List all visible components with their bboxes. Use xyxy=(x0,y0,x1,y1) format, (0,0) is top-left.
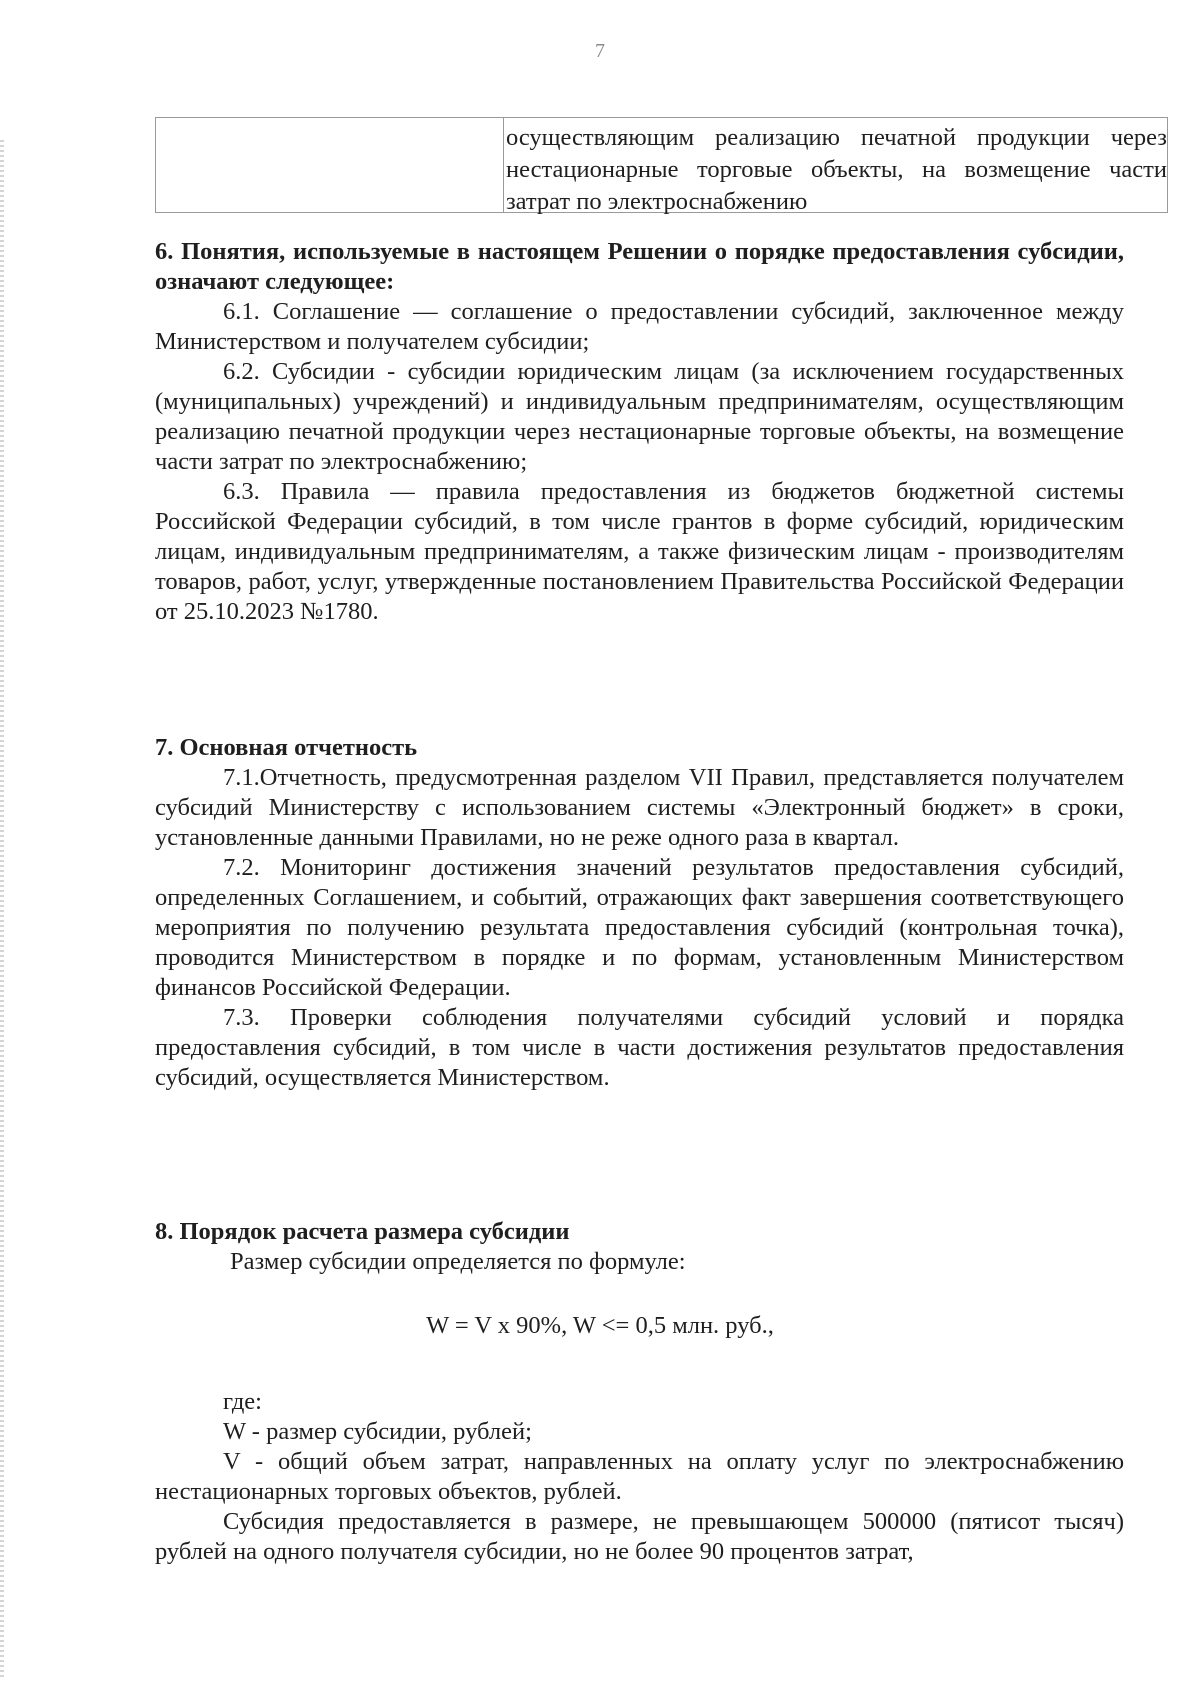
table-cell-left xyxy=(156,118,504,212)
paragraph-6-3: 6.3. Правила — правила предоставления из бюджетов бюджетной системы Российской Федерации субсидий, в том числе грантов в форме субсидий, юридическим лицам, индивидуальным предпринимателям, а также физическим лицам - производителям товаров, работ, услуг, утвержденные постановлением Правительства Российской Федерации от 25.10.2023 №1780. xyxy=(155,478,1124,625)
paragraph-6-2: 6.2. Субсидии - субсидии юридическим лицам (за исключением государственных (муниципальных) учреждений) и индивидуальным предпринимателям, осуществляющим реализацию печатной продукции через нестационарные торговые объекты, на возмещение части затрат по электроснабжению; xyxy=(155,358,1124,475)
definition-w: W - размер субсидии, рублей; xyxy=(223,1418,532,1445)
table-cell-right: осуществляющим реализацию печатной продукции через нестационарные торговые объекты, на возмещение части затрат по электроснабжению xyxy=(506,124,1167,215)
paragraph-6-1: 6.1. Соглашение — соглашение о предоставлении субсидий, заключенное между Министерством и получателем субсидии; xyxy=(155,298,1124,355)
page-number: 7 xyxy=(595,40,605,62)
paragraph-7-1: 7.1.Отчетность, предусмотренная разделом VII Правил, представляется получателем субсидий Министерству с использованием системы «Электронный бюджет» в сроки, установленные данными Правилами, но не реже одного раза в квартал. xyxy=(155,764,1124,851)
section-8 xyxy=(155,1217,1124,1277)
section-8-heading: 8. Порядок расчета размера субсидии xyxy=(155,1218,570,1245)
section-7-heading: 7. Основная отчетность xyxy=(155,734,418,761)
formula: W = V x 90%, W <= 0,5 млн. руб., xyxy=(426,1312,774,1339)
paragraph-7-2: 7.2. Мониторинг достижения значений результатов предоставления субсидий, определенных Соглашением, и событий, отражающих факт завершения соответствующего мероприятия по получению результата предоставления субсидий (контрольная точка), проводится Министерством в порядке и по формам, установленным Министерством финансов Российской Федерации. xyxy=(155,854,1124,1001)
scan-edge-artifact xyxy=(0,140,4,1680)
table-fragment xyxy=(155,117,1168,213)
section-6 xyxy=(155,237,1124,297)
definition-v: V - общий объем затрат, направленных на оплату услуг по электроснабжению нестационарных торговых объектов, рублей. xyxy=(155,1448,1124,1505)
section-8-definitions xyxy=(155,1387,1124,1567)
paragraph-7-3: 7.3. Проверки соблюдения получателями субсидий условий и порядка предоставления субсидий, в том числе в части достижения результатов предоставления субсидий, осуществляется Министерством. xyxy=(155,1004,1124,1091)
where-label: где: xyxy=(223,1388,262,1415)
section-6-heading: 6. Понятия, используемые в настоящем Решении о порядке предоставления субсидии, означают следующее: xyxy=(155,238,1124,295)
formula-intro: Размер субсидии определяется по формуле: xyxy=(230,1248,686,1275)
section-7 xyxy=(155,733,1124,1093)
section-6-body xyxy=(155,297,1124,627)
paragraph-subsidy-limit: Субсидия предоставляется в размере, не превышающем 500000 (пятисот тысяч) рублей на одного получателя субсидии, но не более 90 процентов затрат, xyxy=(155,1508,1124,1565)
